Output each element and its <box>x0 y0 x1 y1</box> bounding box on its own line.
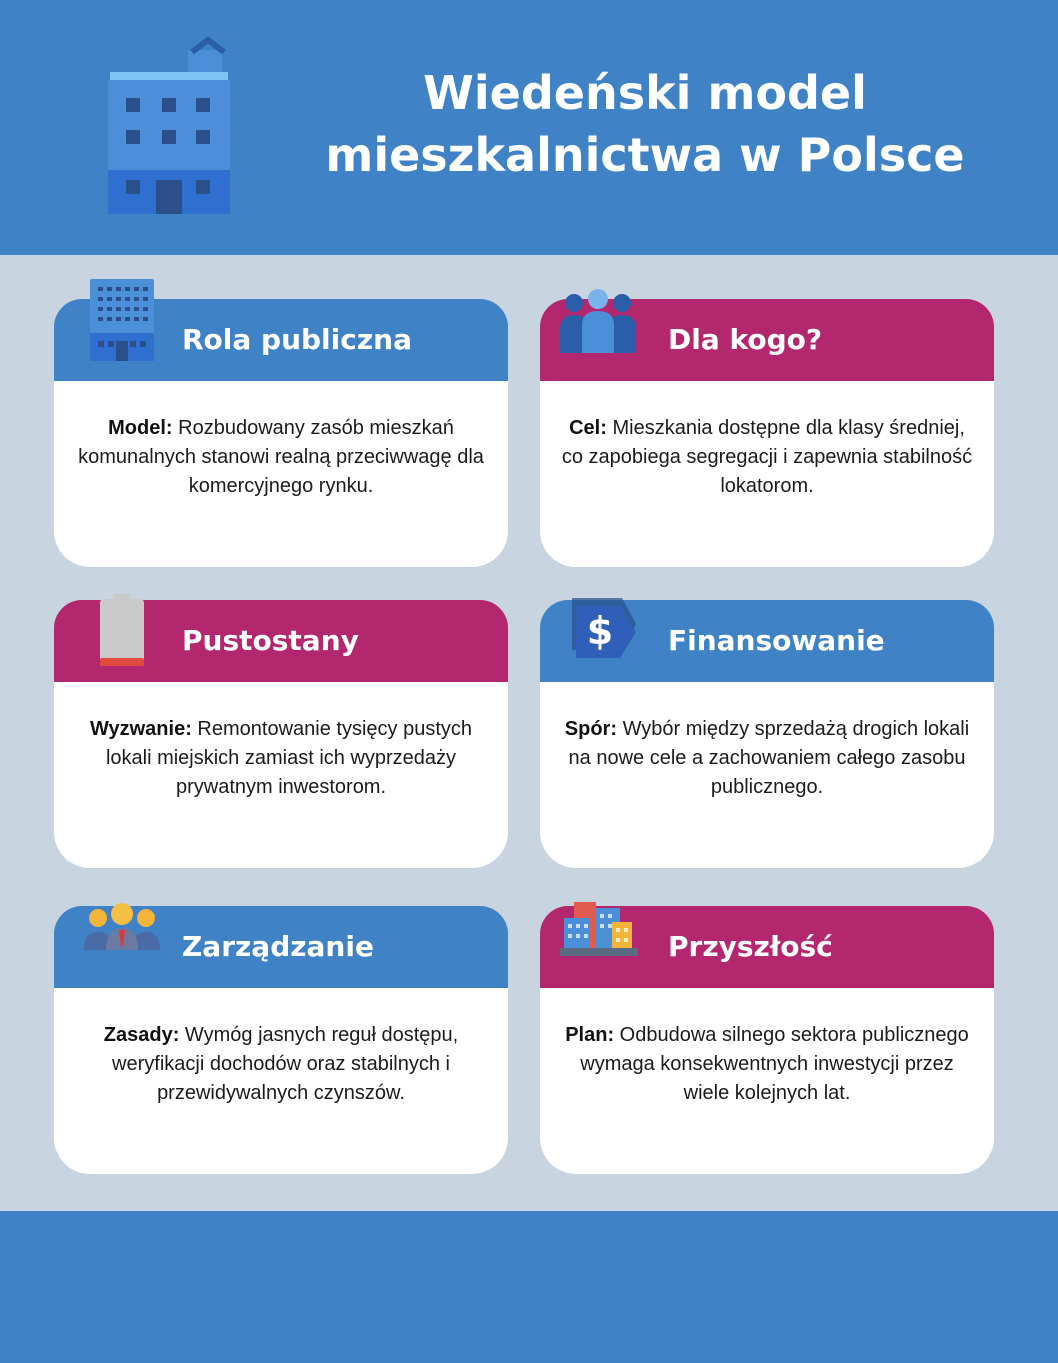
card-text <box>560 414 974 501</box>
card-pustostany <box>54 600 508 868</box>
low-battery-icon <box>100 594 144 666</box>
card-body <box>540 988 994 1174</box>
card-body <box>540 381 994 567</box>
page-title <box>300 62 990 186</box>
card-text <box>560 715 974 802</box>
card-label: Wyzwanie: <box>89 718 192 740</box>
card-text <box>74 414 488 501</box>
card-title: Finansowanie <box>668 624 885 657</box>
card-label: Plan: <box>565 1024 615 1046</box>
dollar-tag-icon <box>562 598 640 662</box>
card-label: Cel: <box>569 417 607 439</box>
card-title: Dla kogo? <box>668 323 823 356</box>
card-text <box>74 1021 488 1108</box>
card-text <box>560 1021 974 1108</box>
card-body <box>54 381 508 567</box>
card-body <box>54 682 508 868</box>
page-title-line-2: mieszkalnictwa w Polsce <box>325 128 965 182</box>
city-buildings-icon <box>560 900 640 956</box>
card-body <box>540 682 994 868</box>
footer-banner <box>0 1211 1058 1363</box>
card-przyszlosc <box>540 906 994 1174</box>
card-zarzadzanie <box>54 906 508 1174</box>
card-label: Zasady: <box>103 1024 180 1046</box>
card-description: Remontowanie tysięcy pustych lokali miejskich zamiast ich wyprzedaży prywatnym inwestorom. <box>105 718 472 798</box>
managers-group-icon <box>84 900 160 954</box>
card-dla-kogo <box>540 299 994 567</box>
card-description: Wybór między sprzedażą drogich lokali na nowe cele a zachowaniem całego zasobu publicznego. <box>568 718 970 798</box>
card-text <box>74 715 488 802</box>
card-label: Spór: <box>564 718 617 740</box>
apartment-building-icon <box>104 36 234 216</box>
card-title: Zarządzanie <box>182 930 374 963</box>
people-group-icon <box>560 287 640 355</box>
header-banner <box>0 0 1058 255</box>
card-description: Mieszkania dostępne dla klasy średniej, co zapobiega segregacji i zapewnia stabilność lokatorom. <box>561 417 973 497</box>
card-title: Rola publiczna <box>182 323 412 356</box>
card-description: Rozbudowany zasób mieszkań komunalnych stanowi realną przeciwwagę dla komercyjnego rynku. <box>78 417 484 497</box>
card-description: Wymóg jasnych reguł dostępu, weryfikacji dochodów oraz stabilnych i przewidywalnych czynszów. <box>112 1024 459 1104</box>
card-body <box>54 988 508 1174</box>
card-title: Pustostany <box>182 624 359 657</box>
card-description: Odbudowa silnego sektora publicznego wymaga konsekwentnych inwestycji przez wiele kolejnych lat. <box>580 1024 969 1104</box>
svg-text:$: $ <box>586 609 614 653</box>
card-rola-publiczna <box>54 299 508 567</box>
card-label: Model: <box>108 417 173 439</box>
card-finansowanie <box>540 600 994 868</box>
office-building-icon <box>90 279 154 361</box>
card-title: Przyszłość <box>668 930 833 963</box>
page-title-line-1: Wiedeński model <box>423 66 867 120</box>
